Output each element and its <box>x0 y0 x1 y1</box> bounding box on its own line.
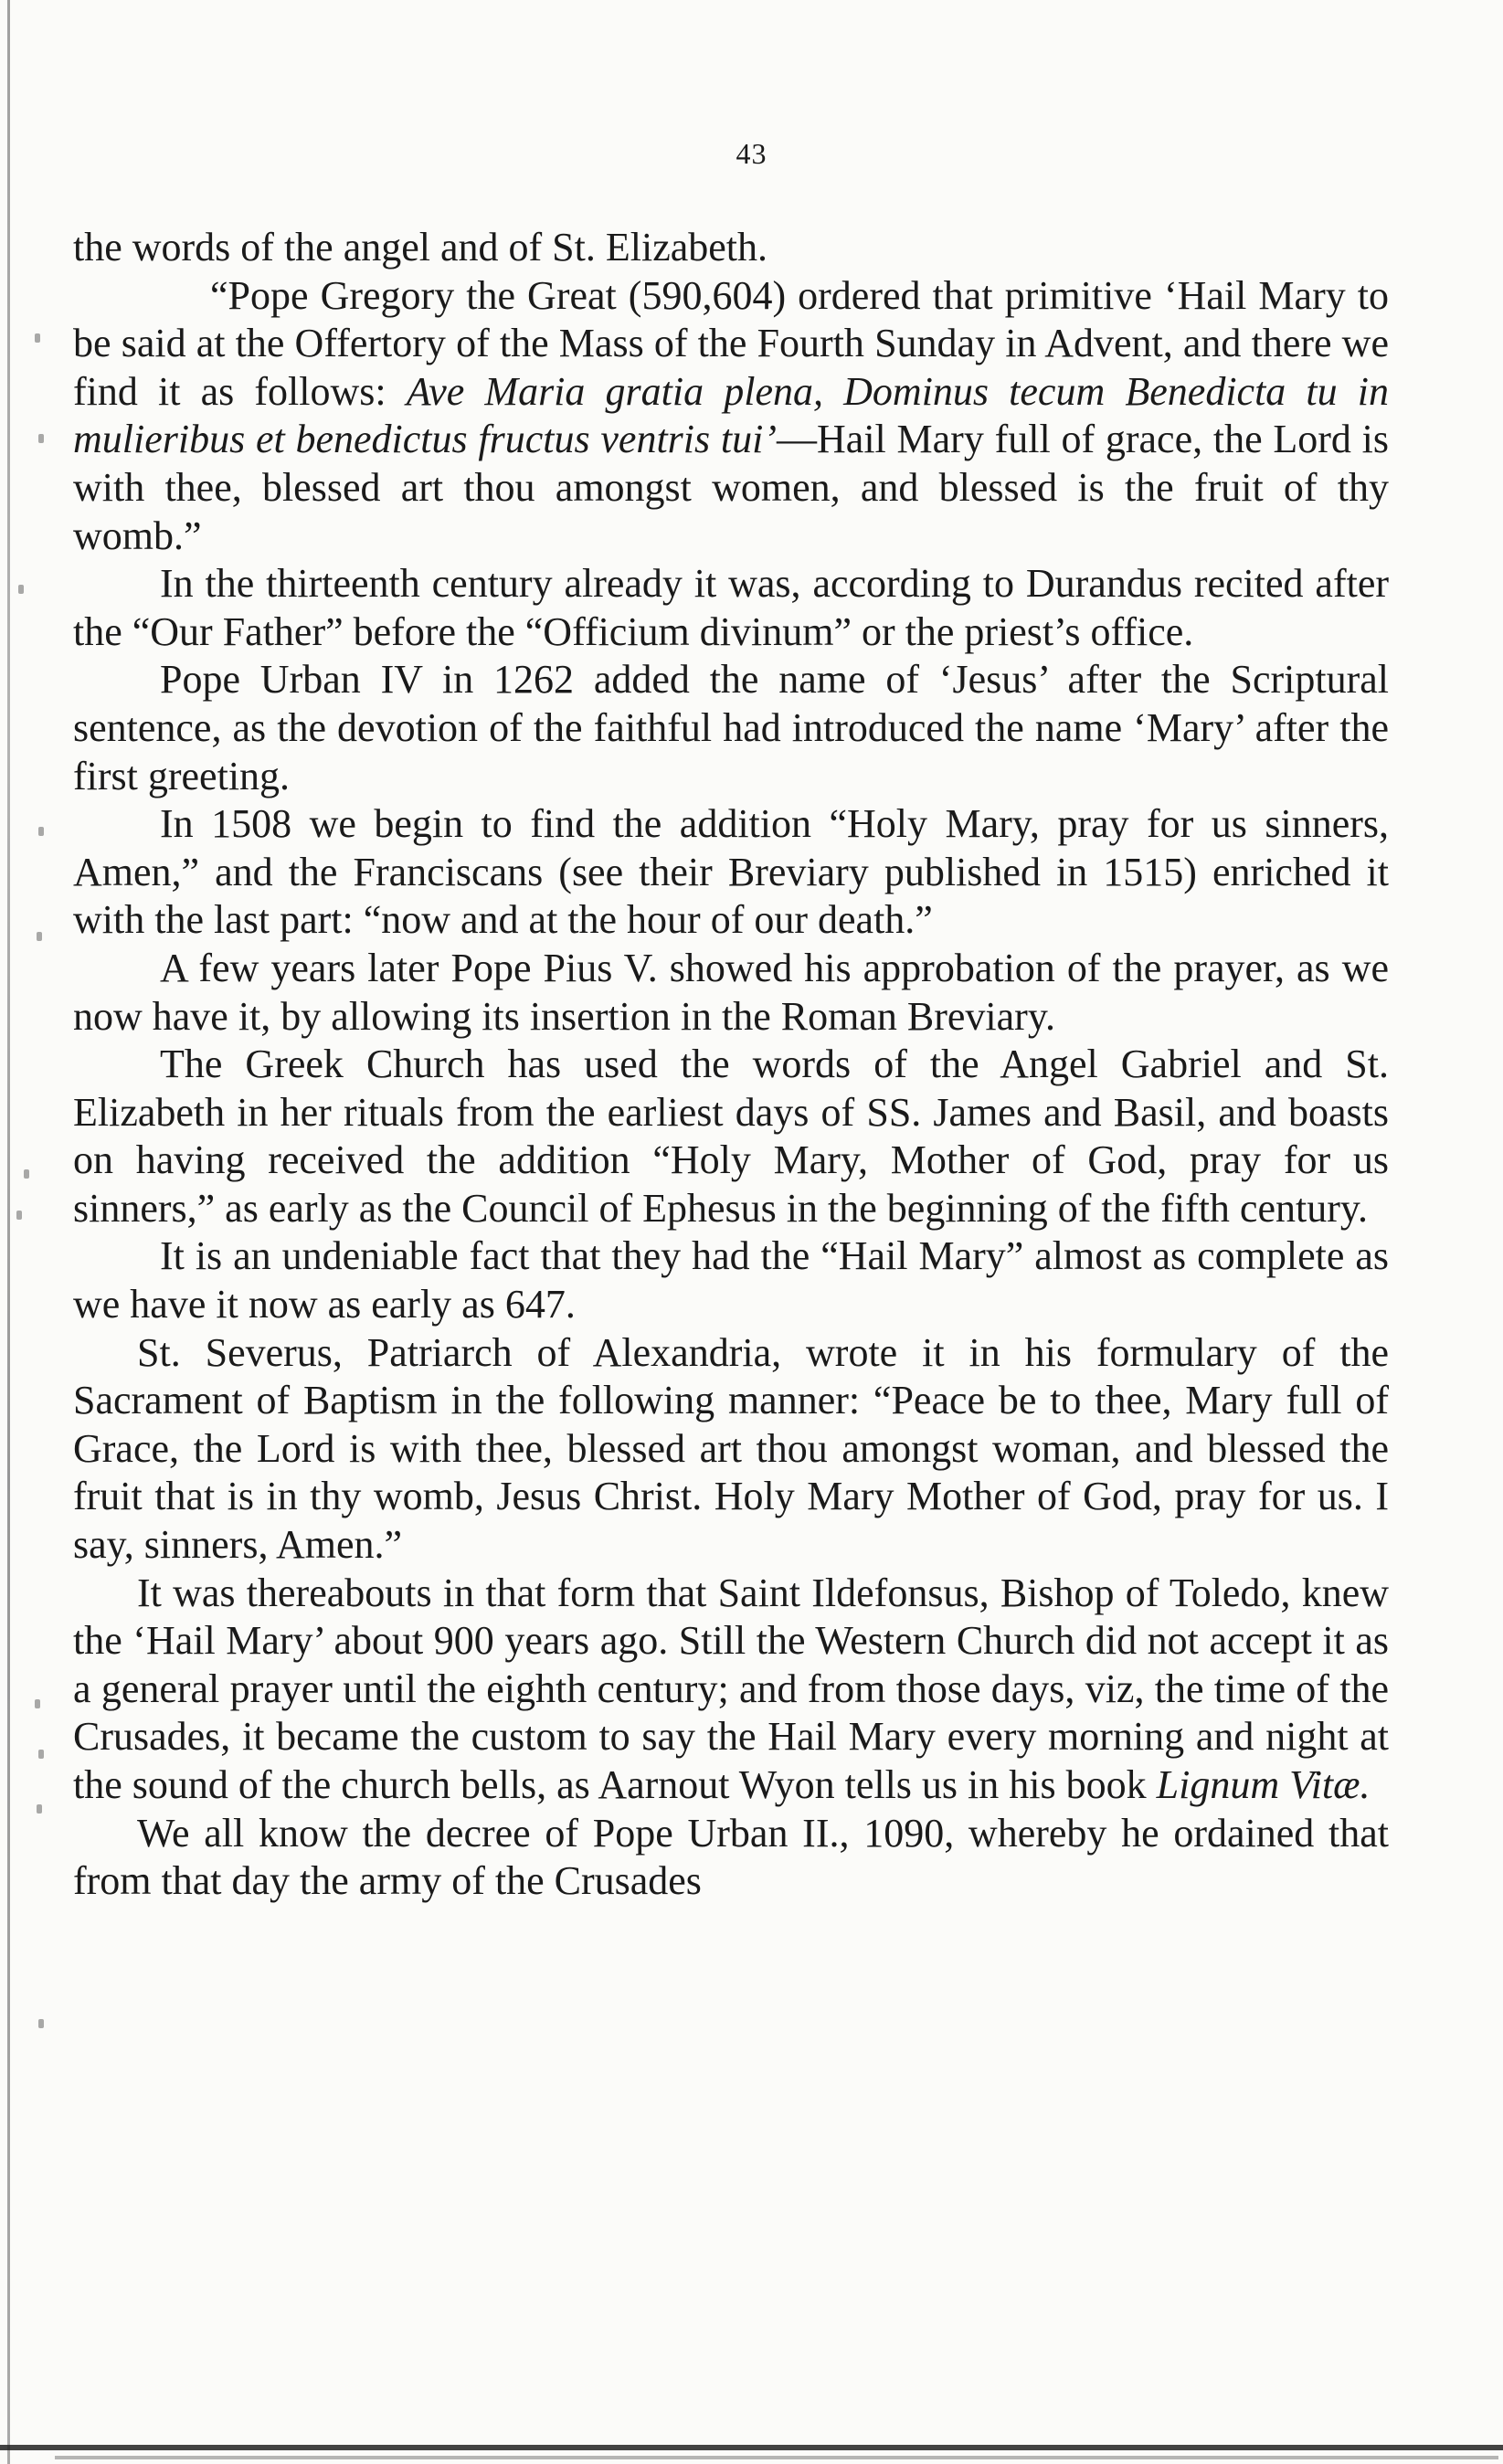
book-title-lignum-vitae: Lignum Vitæ. <box>1156 1762 1371 1807</box>
latin-ave-maria: Ave Maria gratia plena, Dominus tecum Benedicta tu in mulieribus et benedictus fructus ventris tui’ <box>73 368 1390 462</box>
paragraph-severus <box>73 1329 1389 1570</box>
ink-speck <box>37 932 42 941</box>
page-bottom-shadow <box>55 2456 1498 2459</box>
ink-speck <box>38 1750 44 1759</box>
paragraph-gregory-text: “Pope Gregory the Great (590,604) ordered that primitive ‘Hail Mary to be said at the Offertory of the Mass of the Fourth Sunday in Advent, and there we find it as follows: <box>73 272 1389 414</box>
ink-speck <box>38 434 44 443</box>
ink-speck <box>38 2019 44 2028</box>
page-bottom-rule <box>0 2445 1503 2450</box>
paragraph-gregory <box>73 272 1389 561</box>
ink-speck <box>24 1169 29 1179</box>
ink-speck <box>18 585 24 594</box>
paragraph-gregory-translation: —Hail Mary full of grace, the Lord is with thee, blessed art thou amongst women, and blessed is the fruit of thy womb.” <box>73 417 1390 558</box>
ink-speck <box>38 827 44 836</box>
paragraph-urban-ii: We all know the decree of Pope Urban II., 1090, whereby he ordained that from that day the army of the Crusades <box>73 1810 1389 1904</box>
paragraph-severus-text: St. Severus, Patriarch of Alexandria, wrote it in his formulary of the Sacrament of Baptism in the following manner: <box>73 1329 1389 1423</box>
ink-speck <box>16 1211 22 1220</box>
ink-speck <box>35 333 40 343</box>
paragraph-undeniable-fact: It is an undeniable fact that they had the “Hail Mary” almost as complete as we have it now as early as 647. <box>73 1233 1389 1327</box>
paragraph-ildefonsus <box>73 1570 1389 1810</box>
paragraph-thirteenth-century: In the thirteenth century already it was, according to Durandus recited after the “Our Father” before the “Officium divinum” or the priest’s office. <box>73 561 1389 654</box>
severus-quote: “Peace be to thee, Mary full of Grace, the Lord is with thee, blessed art thou amongst woman, and blessed the fruit that is in thy womb, Jesus Christ. Holy Mary Mother of God, pray for us. I say, sinners, Amen.” <box>73 1378 1389 1568</box>
body-text <box>73 224 1389 1906</box>
page-left-edge <box>7 0 10 2464</box>
page-number: 43 <box>736 137 767 170</box>
paragraph-1508: In 1508 we begin to find the addition “Holy Mary, pray for us sinners, Amen,” and the Franciscans (see their Breviary published in 1515) enriched it with the last part: “now and at the hour of our death.” <box>73 801 1389 943</box>
paragraph-pius-v: A few years later Pope Pius V. showed his approbation of the prayer, as we now have it, by allowing its insertion in the Roman Breviary. <box>73 945 1389 1039</box>
ink-speck <box>35 1699 40 1708</box>
ink-speck <box>37 1804 42 1814</box>
margin-ink-specks <box>15 0 51 2464</box>
paragraph-ildefonsus-text: It was thereabouts in that form that Saint Ildefonsus, Bishop of Toledo, knew the ‘Hail Mary’ about 900 years ago. Still the Western Church did not accept it as a general prayer until the eighth century; and from those days, viz, the time of the Crusades, it became the custom to say the Hail Mary every morning and night at the sound of the church bells, as Aarnout Wyon tells us in his book <box>73 1570 1389 1807</box>
paragraph-continuation: the words of the angel and of St. Elizabeth. <box>73 225 768 270</box>
paragraph-greek-church: The Greek Church has used the words of the Angel Gabriel and St. Elizabeth in her rituals from the earliest days of SS. James and Basil, and boasts on having received the addition “Holy Mary, Mother of God, pray for us sinners,” as early as the Council of Ephesus in the beginning of the fifth century. <box>73 1042 1389 1231</box>
paragraph-urban-iv: Pope Urban IV in 1262 added the name of ‘Jesus’ after the Scriptural sentence, as the devotion of the faithful had introduced the name ‘Mary’ after the first greeting. <box>73 657 1389 798</box>
